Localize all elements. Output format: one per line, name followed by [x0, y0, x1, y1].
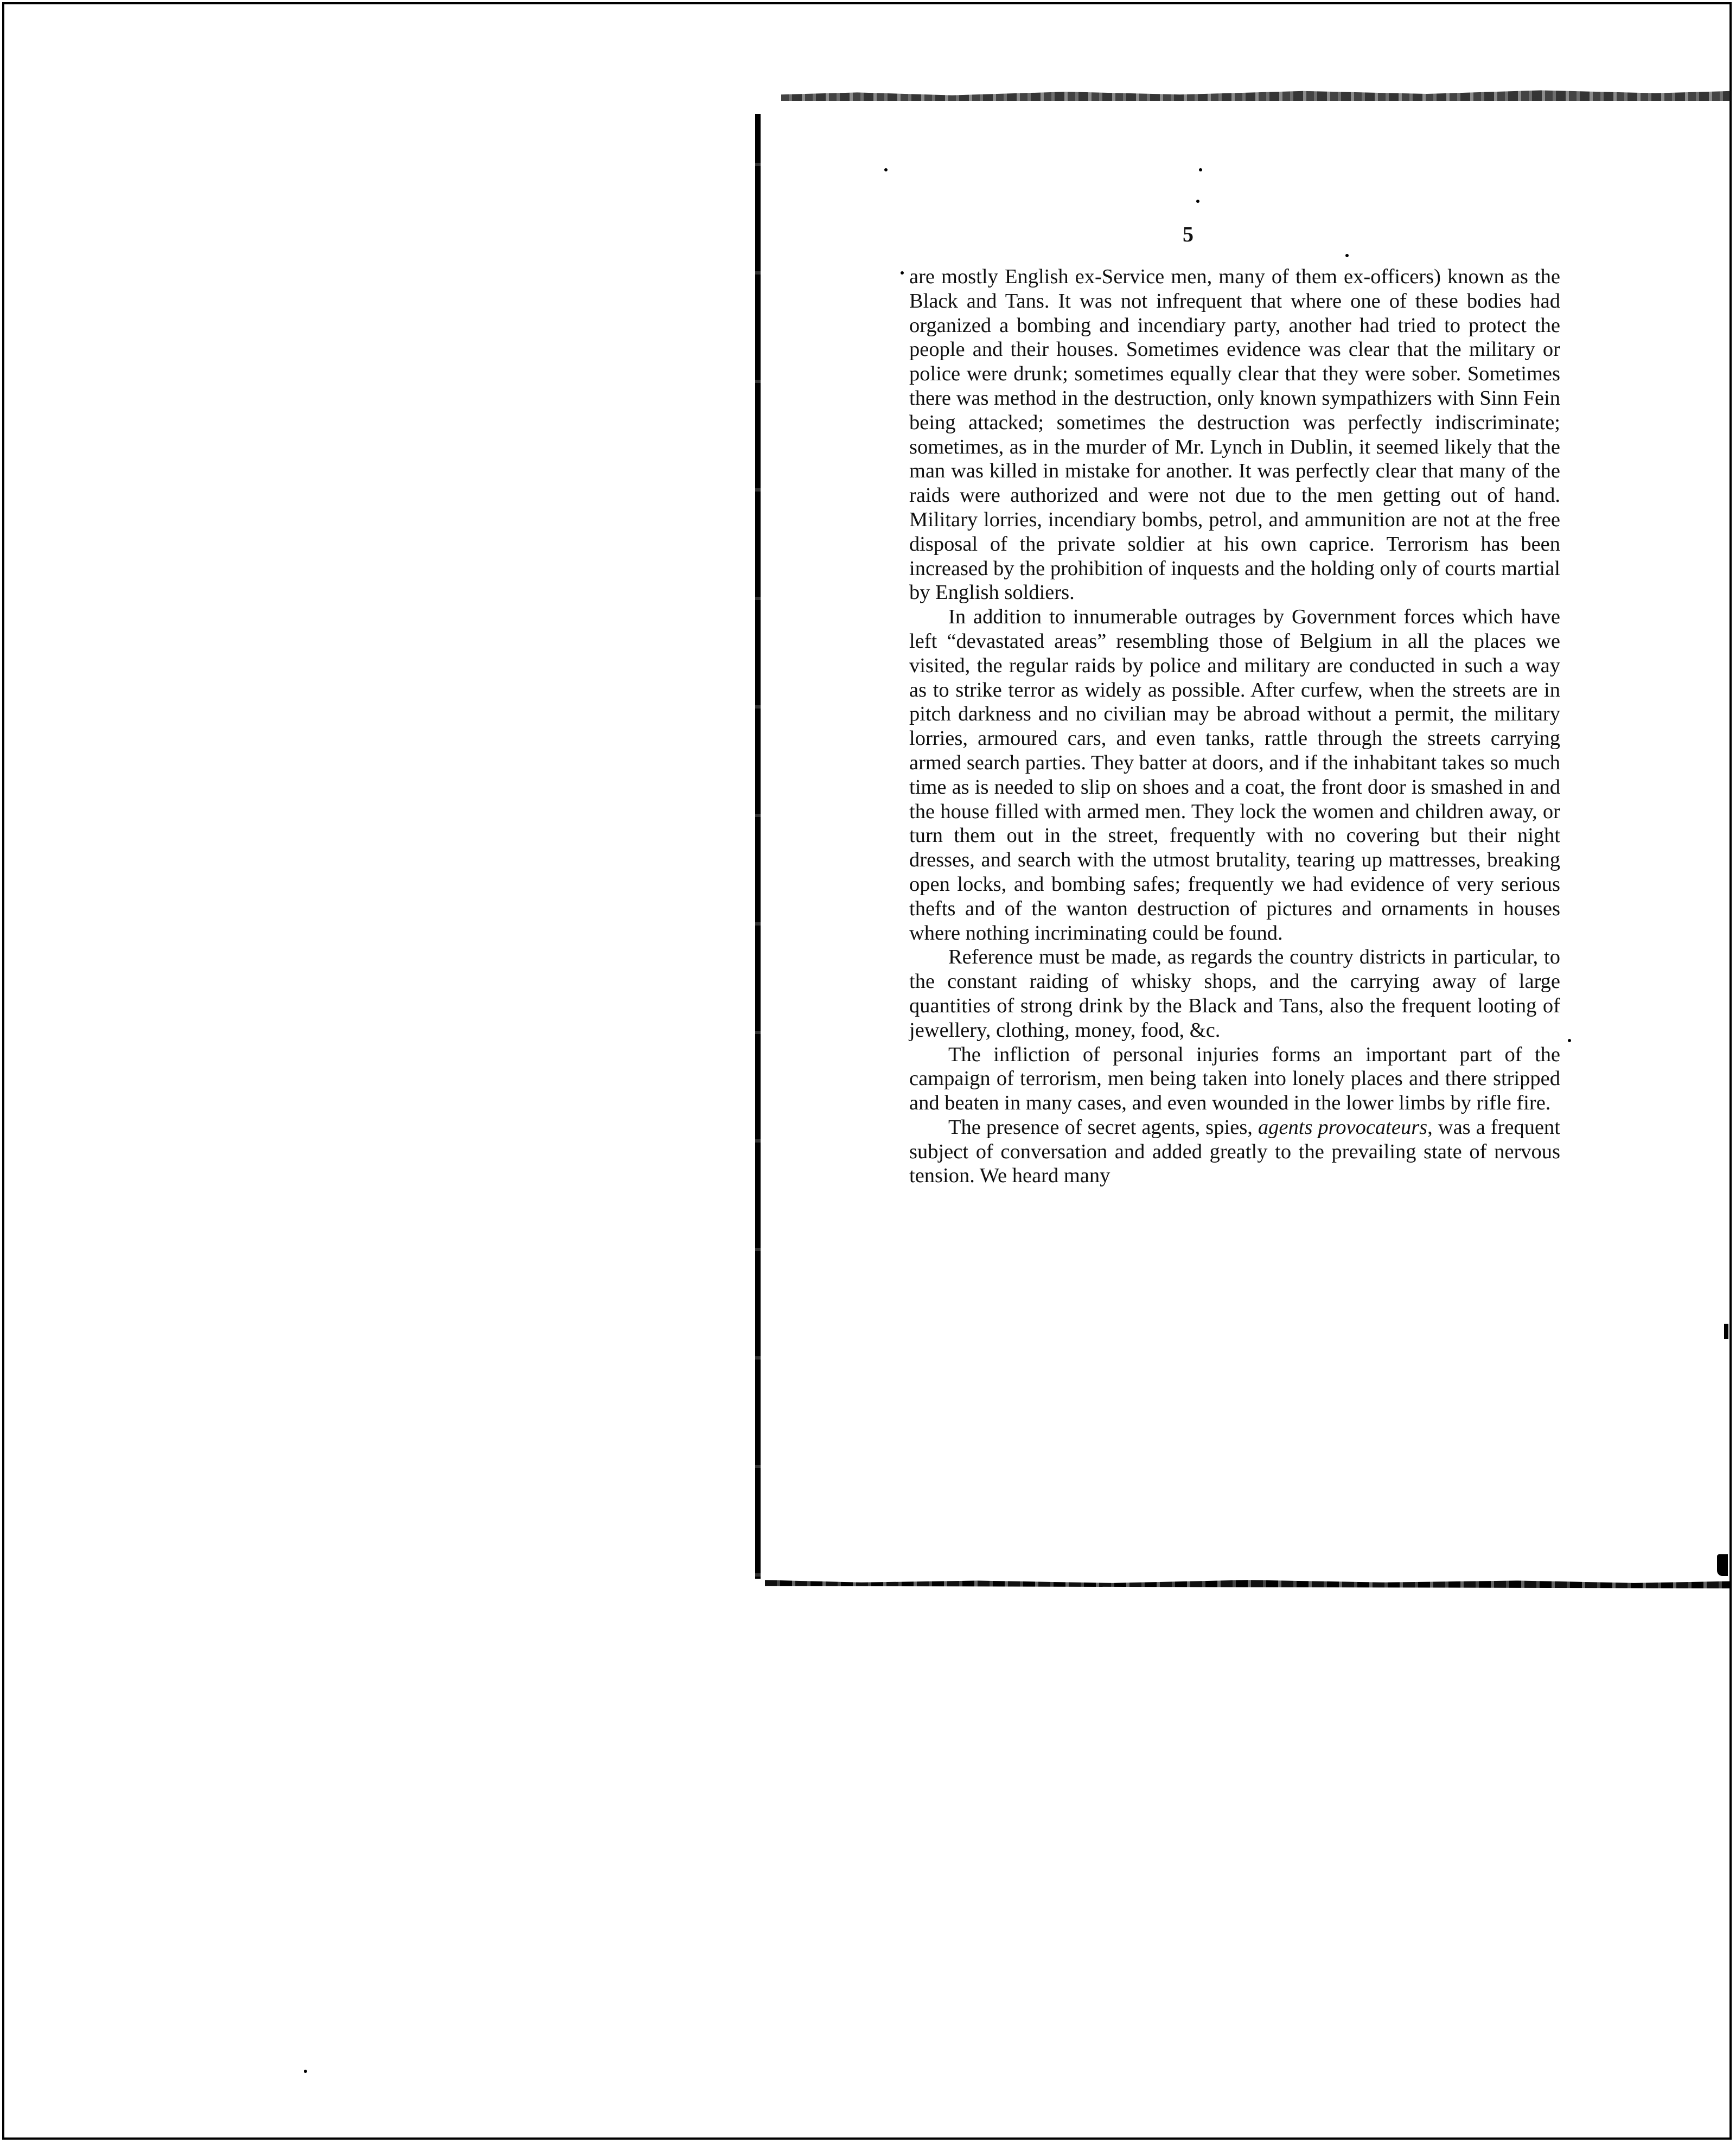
italic-phrase: agents provocateurs: [1258, 1115, 1428, 1139]
paragraph: [909, 605, 1560, 945]
paragraph-text: are mostly English ex-Service men, many of them ex-officers) known as the Black and Tans. It was not infrequent that where one of these bodies had organized a bombing and incendiary party, another had tried to protect the people and their houses. Sometimes evidence was clear that the military or police were drunk; sometimes equally clear that they were sober. Sometimes there was method in the destruction, only known sympathizers with Sinn Fein being attacked; sometimes the destruction was perfectly indiscriminate; sometimes, as in the murder of Mr. Lynch in Dublin, it seemed likely that the man was killed in mistake for another. It was perfectly clear that many of the raids were authorized and were not due to the men getting out of hand. Military lorries, incendiary bombs, petrol, and ammunition are not at the free disposal of the private soldier at his own caprice. Terrorism has been increased by the prohibition of inquests and the holding only of courts martial by English soldiers.: [909, 265, 1560, 604]
scan-speck: [901, 271, 904, 275]
paragraph: [909, 1115, 1560, 1188]
scan-speck: [884, 168, 888, 171]
page-left-edge: [755, 114, 761, 1579]
paragraph-text: , was a frequent subject of conversation and added greatly to the prevailing state of nervous tension. We heard many: [909, 1115, 1561, 1188]
paragraph-text: The infliction of personal injuries forms an important part of the campaign of terrorism, men being taken into lonely places and there stripped and beaten in many cases, and even wounded in the lower limbs by rifle fire.: [909, 1043, 1560, 1115]
paragraph-text: In addition to innumerable outrages by Government forces which have left “devastated areas” resembling those of Belgium in all the places we visited, the regular raids by police and military are conducted in such a way as to strike terror as widely as possible. After curfew, when the streets are in pitch darkness and no civilian may be abroad without a permit, the military lorries, armoured cars, and even tanks, rattle through the streets carrying armed search parties. They batter at doors, and if the inhabitant takes so much time as is needed to slip on shoes and a coat, the front door is smashed in and the house filled with armed men. They lock the women and children away, or turn them out in the street, frequently with no covering but their night dresses, and search with the utmost brutality, tearing up mattresses, breaking open locks, and bombing safes; frequently we had evidence of very serious thefts and of the wanton destruction of pictures and ornaments in houses where nothing incriminating could be found.: [909, 605, 1560, 945]
paragraph-text: The presence of secret agents, spies,: [948, 1115, 1258, 1139]
paragraph: [909, 1043, 1560, 1115]
paragraph: [909, 945, 1560, 1042]
scan-speck: [1568, 1039, 1571, 1042]
next-page-fragment: [1717, 1554, 1728, 1576]
scan-speck: [304, 2070, 307, 2073]
paragraph-text: Reference must be made, as regards the country districts in particular, to the constant raiding of whisky shops, and the carrying away of large quantities of strong drink by the Black and Tans, also the frequent looting of jewellery, clothing, money, food, &c.: [909, 946, 1560, 1042]
body-text: [909, 265, 1560, 1188]
margin-mark: [1724, 1324, 1728, 1339]
scan-speck: [1199, 168, 1202, 171]
page-number: 5: [1183, 222, 1194, 246]
scan-speck: [1196, 200, 1199, 203]
paragraph: [909, 265, 1560, 605]
scan-speck: [1345, 254, 1349, 257]
